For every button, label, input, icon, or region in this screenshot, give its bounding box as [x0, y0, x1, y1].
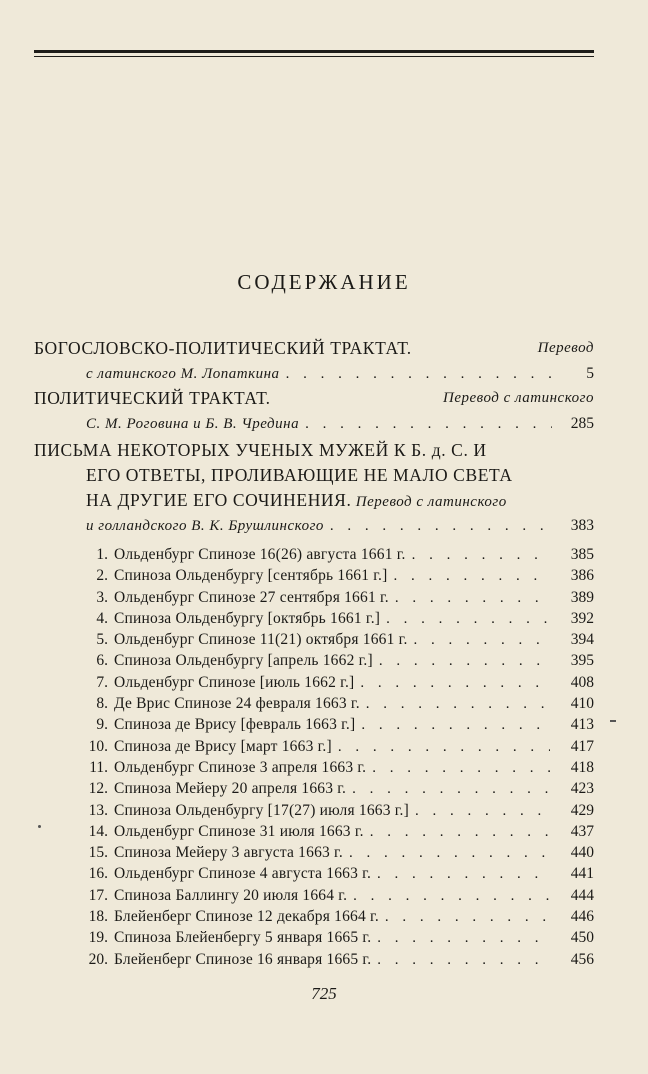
print-speck: [610, 720, 616, 722]
letter-page-number: 408: [570, 673, 594, 691]
top-rule-thin: [34, 56, 594, 57]
top-rule-thick: [34, 50, 594, 53]
entry-translation-label: Перевод с латинского: [443, 390, 594, 406]
letter-page-number: 437: [570, 822, 594, 840]
letters-list: [74, 544, 594, 970]
letter-title: Блейенберг Спинозе 12 декабря 1664 г.: [114, 908, 379, 926]
toc-letter-row[interactable]: [74, 608, 594, 629]
entry-translator: с латинского М. Лопаткина: [86, 366, 280, 382]
letter-page-number: 394: [570, 631, 594, 649]
letter-number: 4.: [96, 609, 108, 627]
letter-page-number: 440: [570, 844, 594, 862]
letter-number: 5.: [96, 631, 108, 649]
letter-title: Спиноза Баллингу 20 июля 1664 г.: [114, 886, 348, 904]
entry-title-line-3: НА ДРУГИЕ ЕГО СОЧИНЕНИЯ.: [86, 490, 352, 510]
letter-number: 16.: [88, 865, 108, 883]
letter-page-number: 392: [570, 609, 594, 627]
toc-entry-theological-treatise[interactable]: [34, 336, 594, 386]
toc-letter-row[interactable]: [74, 736, 594, 757]
letter-title: Спиноза Ольденбургу [апрель 1662 г.]: [114, 652, 373, 670]
dot-leader: [305, 417, 552, 432]
letter-page-number: 386: [570, 567, 594, 585]
letter-title: Ольденбург Спинозе [июль 1662 г.]: [114, 673, 355, 691]
letter-title: Спиноза де Врису [март 1663 г.]: [114, 737, 332, 755]
page-number: 725: [311, 984, 337, 1003]
dot-leader: [386, 612, 550, 627]
entry-translation-label: Перевод с латинского: [355, 494, 507, 510]
toc-letter-row[interactable]: [74, 927, 594, 948]
toc-letter-row[interactable]: [74, 650, 594, 671]
letter-page-number: 423: [570, 780, 594, 798]
entry-title: ПОЛИТИЧЕСКИЙ ТРАКТАТ.: [34, 388, 271, 408]
letter-page-number: 410: [570, 695, 594, 713]
letter-number: 2.: [96, 567, 108, 585]
letter-number: 7.: [96, 673, 108, 691]
letter-title: Ольденбург Спинозе 31 июля 1663 г.: [114, 822, 364, 840]
letter-title: Спиноза Ольденбургу [17(27) июля 1663 г.]: [114, 801, 409, 819]
letter-page-number: 441: [570, 865, 594, 883]
letter-page-number: 417: [570, 737, 594, 755]
dot-leader: [370, 825, 550, 840]
entry-translator: С. М. Роговина и Б. В. Чредина: [86, 416, 300, 432]
toc-letter-row[interactable]: [74, 863, 594, 884]
letter-title: Ольденбург Спинозе 4 августа 1663 г.: [114, 865, 372, 883]
toc-entry-letters[interactable]: [34, 438, 594, 538]
entry-title: БОГОСЛОВСКО-ПОЛИТИЧЕСКИЙ ТРАКТАТ.: [34, 338, 412, 358]
letter-title: Спиноза де Врису [февраль 1663 г.]: [114, 716, 356, 734]
letter-title: Спиноза Мейеру 20 апреля 1663 г.: [114, 780, 347, 798]
toc-letter-row[interactable]: [74, 629, 594, 650]
letter-title: Спиноза Ольденбургу [октябрь 1661 г.]: [114, 609, 381, 627]
letter-number: 14.: [88, 822, 108, 840]
dot-leader: [414, 633, 550, 648]
entry-title-line-1: ПИСЬМА НЕКОТОРЫХ УЧЕНЫХ МУЖЕЙ К Б. д. С. И: [34, 440, 487, 460]
dot-leader: [349, 846, 550, 861]
letter-page-number: 450: [570, 929, 594, 947]
dot-leader: [286, 367, 552, 382]
letter-title: Блейенберг Спинозе 16 января 1665 г.: [114, 950, 372, 968]
toc-letter-row[interactable]: [74, 587, 594, 608]
toc-letter-row[interactable]: [74, 821, 594, 842]
toc-letter-row[interactable]: [74, 885, 594, 906]
letter-number: 15.: [88, 844, 108, 862]
dot-leader: [352, 782, 550, 797]
letter-number: 12.: [88, 780, 108, 798]
toc-entry-political-treatise[interactable]: [34, 386, 594, 436]
letter-number: 1.: [96, 546, 108, 563]
toc-letter-row[interactable]: [74, 672, 594, 693]
letter-number: 10.: [88, 737, 108, 755]
letter-number: 6.: [96, 652, 108, 670]
letter-title: Де Врис Спинозе 24 февраля 1663 г.: [114, 695, 360, 713]
dot-leader: [395, 591, 550, 606]
entry-translation-label: Перевод: [537, 340, 594, 356]
dot-leader: [412, 548, 550, 563]
toc-letter-row[interactable]: [74, 757, 594, 778]
dot-leader: [385, 910, 550, 925]
toc-letter-row[interactable]: [74, 693, 594, 714]
toc-letter-row[interactable]: [74, 778, 594, 799]
dot-leader: [377, 953, 550, 968]
dot-leader: [377, 867, 550, 882]
letter-number: 20.: [88, 950, 108, 968]
dot-leader: [377, 931, 550, 946]
entry-title-line-2: ЕГО ОТВЕТЫ, ПРОЛИВАЮЩИЕ НЕ МАЛО СВЕТА: [86, 465, 513, 485]
letter-title: Ольденбург Спинозе 3 апреля 1663 г.: [114, 758, 367, 776]
dot-leader: [366, 697, 550, 712]
page-title: СОДЕРЖАНИЕ: [237, 270, 411, 294]
dot-leader: [353, 889, 550, 904]
toc-letter-row[interactable]: [74, 949, 594, 970]
letter-title: Спиноза Ольденбургу [сентябрь 1661 г.]: [114, 567, 388, 585]
letter-page-number: 446: [570, 908, 594, 926]
letter-page-number: 429: [570, 801, 594, 819]
letter-number: 18.: [88, 908, 108, 926]
dot-leader: [330, 519, 552, 534]
toc-letter-row[interactable]: [74, 800, 594, 821]
toc-letter-row[interactable]: [74, 565, 594, 586]
dot-leader: [360, 676, 550, 691]
dot-leader: [415, 804, 550, 819]
letter-number: 8.: [96, 695, 108, 713]
toc-letter-row[interactable]: [74, 714, 594, 735]
letter-number: 17.: [88, 886, 108, 904]
dot-leader: [338, 740, 550, 755]
entry-page-number: 285: [570, 415, 594, 432]
letter-number: 9.: [96, 716, 108, 734]
letter-page-number: 418: [570, 758, 594, 776]
letter-title: Спиноза Блейенбергу 5 января 1665 г.: [114, 929, 372, 947]
letter-page-number: 413: [570, 716, 594, 734]
toc-letter-row[interactable]: [74, 906, 594, 927]
print-speck: [38, 825, 41, 828]
entry-translator: и голландского В. К. Брушлинского: [86, 518, 324, 534]
entry-page-number: 5: [586, 365, 594, 382]
entry-page-number: 383: [570, 517, 594, 534]
dot-leader: [361, 718, 550, 733]
dot-leader: [394, 569, 551, 584]
letter-page-number: 389: [570, 588, 594, 606]
toc-letter-row[interactable]: [74, 842, 594, 863]
letter-page-number: 456: [570, 950, 594, 968]
letter-title: Ольденбург Спинозе 16(26) августа 1661 г.: [114, 546, 406, 563]
letter-page-number: 444: [570, 886, 594, 904]
letter-number: 3.: [96, 588, 108, 606]
letter-title: Ольденбург Спинозе 27 сентября 1661 г.: [114, 588, 389, 606]
letter-title: Ольденбург Спинозе 11(21) октября 1661 г.: [114, 631, 408, 649]
letter-number: 19.: [88, 929, 108, 947]
dot-leader: [372, 761, 550, 776]
letter-page-number: 395: [570, 652, 594, 670]
letter-number: 13.: [88, 801, 108, 819]
dot-leader: [379, 654, 550, 669]
letter-page-number: 385: [570, 546, 594, 563]
letter-number: 11.: [89, 758, 108, 776]
toc-letter-row[interactable]: [74, 544, 594, 565]
letter-title: Спиноза Мейеру 3 августа 1663 г.: [114, 844, 343, 862]
